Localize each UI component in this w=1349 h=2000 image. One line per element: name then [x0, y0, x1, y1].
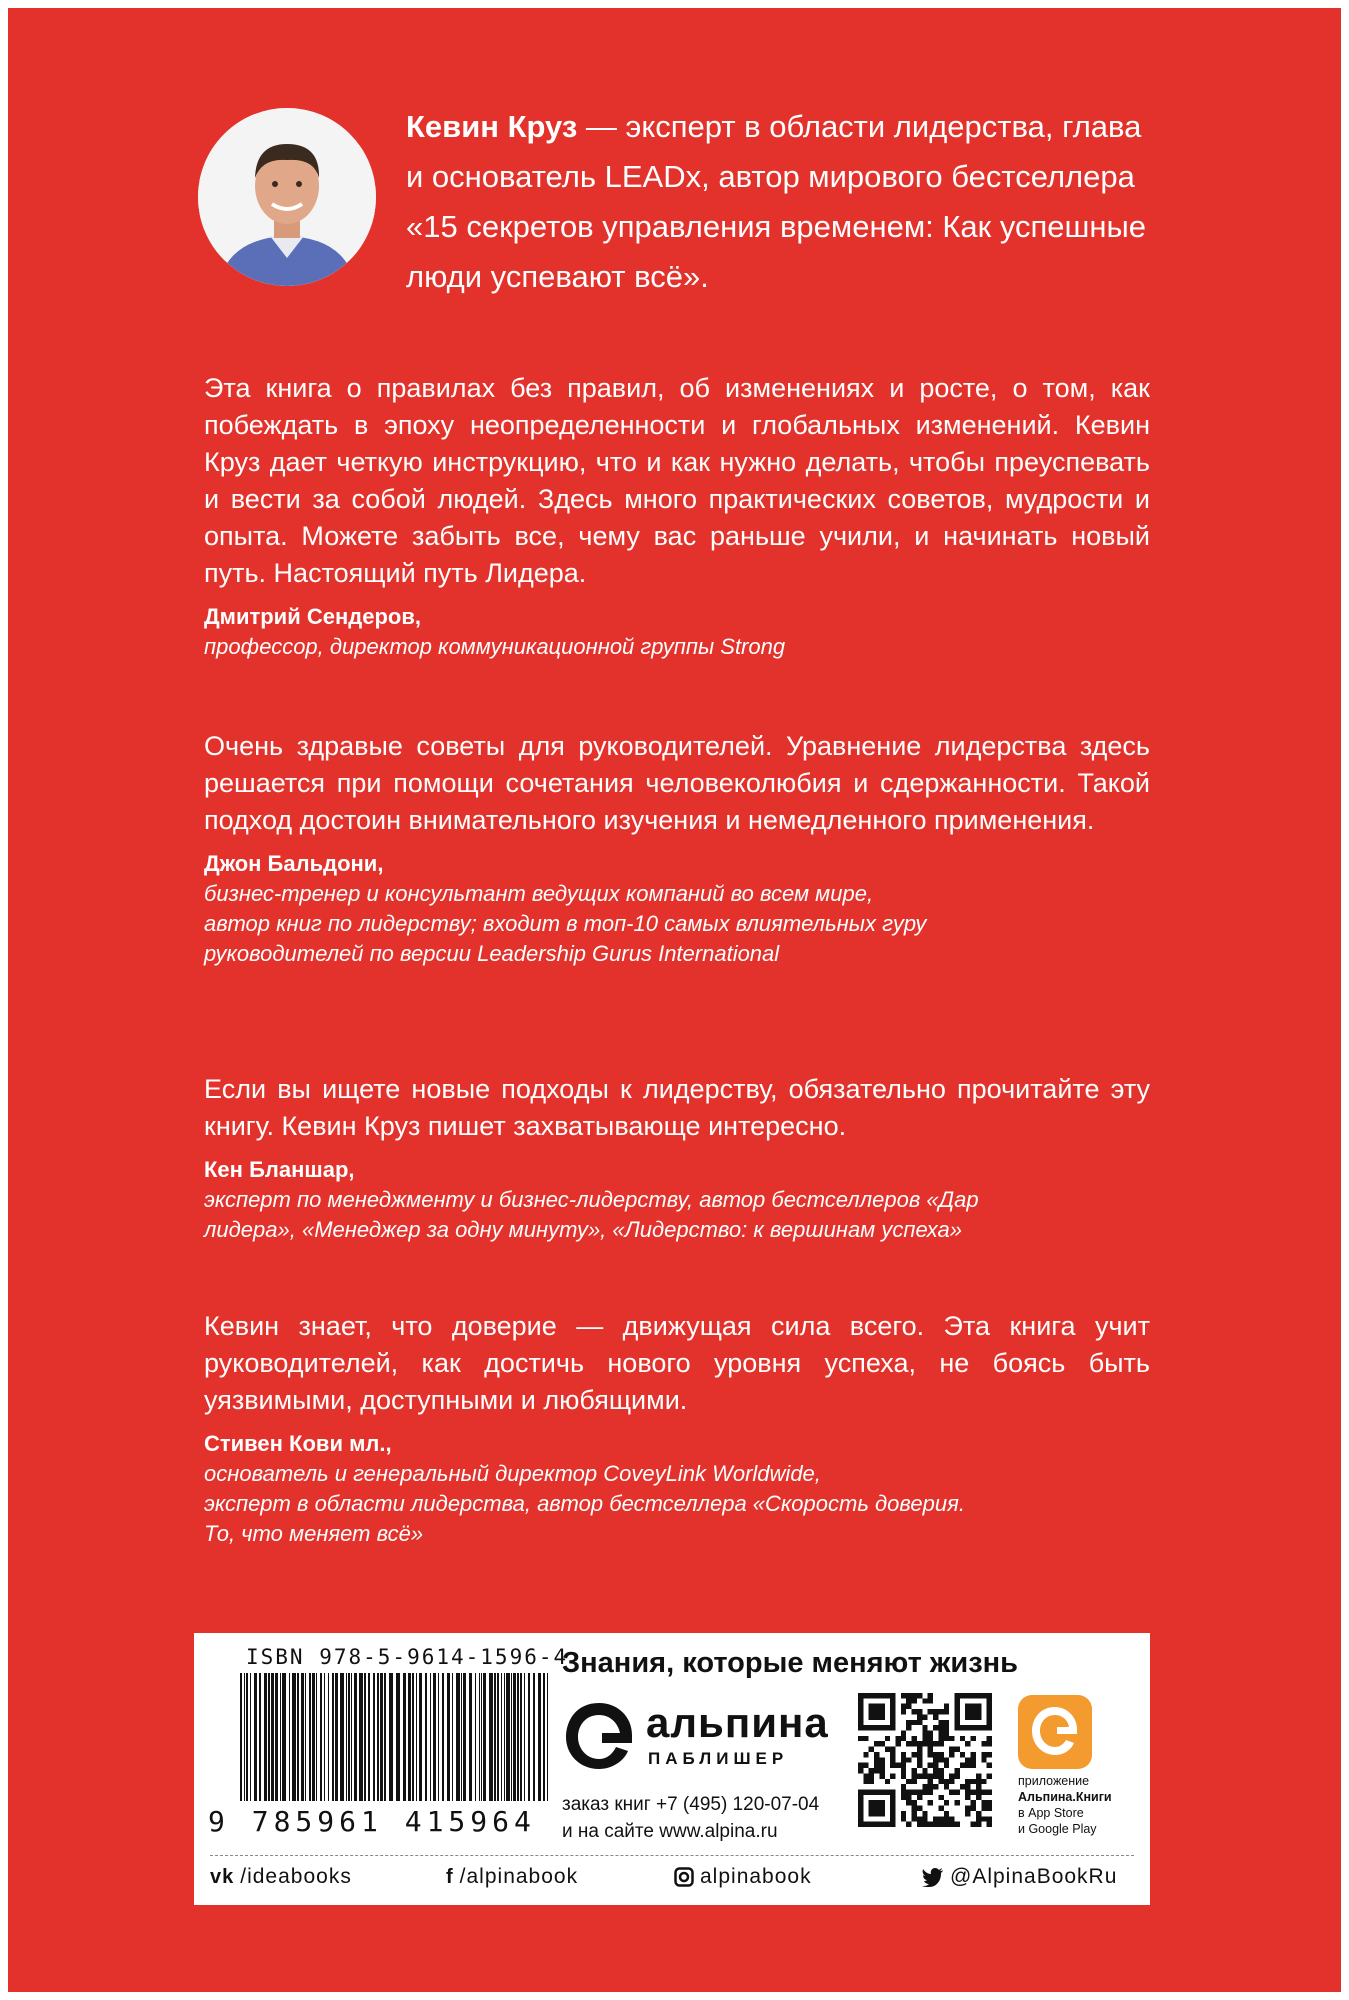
- back-cover: [8, 8, 1341, 1992]
- social-twitter-handle: @AlpinaBookRu: [950, 1865, 1118, 1888]
- author-bio: [406, 102, 1166, 302]
- quote-author-name: Стивен Кови мл.,: [204, 1431, 392, 1456]
- quote-author-name: Дмитрий Сендеров,: [204, 604, 421, 629]
- app-name: Альпина.Книги: [1018, 1790, 1112, 1804]
- instagram-icon: [674, 1867, 694, 1887]
- author-block: [198, 108, 1158, 298]
- app-line: приложение: [1018, 1774, 1090, 1788]
- publisher-slogan: Знания, которые меняют жизнь: [562, 1647, 1018, 1679]
- quote-text: Если вы ищете новые подходы к лидерству, обязательно прочитайте эту книгу. Кевин Круз пишет захватывающе интересно.: [204, 1074, 1150, 1141]
- quote-2: [204, 728, 1150, 969]
- quote-author-role: профессор, директор коммуникационной группы Strong: [204, 634, 786, 659]
- order-info: [562, 1791, 892, 1845]
- social-instagram-handle: alpinabook: [700, 1865, 812, 1888]
- barcode-number: 9 785961 415964: [208, 1805, 536, 1838]
- publisher-subtitle: ПАБЛИШЕР: [648, 1749, 789, 1768]
- author-name: Кевин Круз: [406, 109, 578, 144]
- author-bio-text: — эксперт в области лидерства, глава и основатель LEADx, автор мирового бестселлера «15 секретов управления временем: Как успешные люди успевают всё».: [406, 109, 1147, 294]
- qr-code-icon: [858, 1693, 992, 1827]
- social-facebook-handle: /alpinabook: [459, 1865, 579, 1888]
- quote-4: [204, 1308, 1150, 1549]
- app-info: [1018, 1773, 1146, 1837]
- app-line: и Google Play: [1018, 1822, 1097, 1836]
- social-vk-handle: /ideabooks: [240, 1865, 352, 1888]
- barcode-icon: [236, 1673, 556, 1801]
- quote-author-role: бизнес-тренер и консультант ведущих компаний во всем мире, автор книг по лидерству; входит в топ-10 самых влиятельных гуру руководителей по версии Leadership Gurus International: [204, 881, 927, 966]
- publisher-panel: [194, 1633, 1150, 1905]
- order-site: и на сайте www.alpina.ru: [562, 1821, 778, 1842]
- quote-author-name: Джон Бальдони,: [204, 851, 384, 876]
- facebook-icon: f: [446, 1865, 454, 1888]
- social-twitter: [922, 1865, 1117, 1889]
- author-photo: [198, 108, 376, 286]
- alpina-app-icon: [1018, 1695, 1092, 1769]
- social-vk: [210, 1865, 352, 1889]
- vk-icon: vk: [210, 1865, 235, 1888]
- quote-text: Кевин знает, что доверие — движущая сила всего. Эта книга учит руководителей, как достичь нового уровня успеха, не боясь быть уязвимыми, доступными и любящими.: [204, 1311, 1150, 1415]
- quote-text: Очень здравые советы для руководителей. Уравнение лидерства здесь решается при помощи сочетания человеколюбия и сдержанности. Такой подход достоин внимательного изучения и немедленного применения.: [204, 731, 1150, 835]
- divider: [210, 1855, 1134, 1856]
- social-facebook: [446, 1865, 578, 1889]
- author-portrait-icon: [198, 108, 376, 286]
- quote-author-role: основатель и генеральный директор CoveyLink Worldwide, эксперт в области лидерства, автор бестселлера «Скорость доверия. То, что меняет всё»: [204, 1461, 965, 1546]
- quote-3: [204, 1071, 1150, 1245]
- app-line: в App Store: [1018, 1806, 1084, 1820]
- order-phone: заказ книг +7 (495) 120-07-04: [562, 1794, 820, 1815]
- isbn-label: ISBN 978-5-9614-1596-4: [246, 1645, 569, 1669]
- quote-author-role: эксперт по менеджменту и бизнес-лидерству, автор бестселлеров «Дар лидера», «Менеджер за одну минуту», «Лидерство: к вершинам успеха»: [204, 1187, 979, 1242]
- social-instagram: [674, 1865, 812, 1889]
- quote-text: Эта книга о правилах без правил, об изменениях и росте, о том, как побеждать в эпоху неопределенности и глобальных изменений. Кевин Круз дает четкую инструкцию, что и как нужно делать, чтобы преуспевать и вести за собой людей. Здесь много практических советов, мудрости и опыта. Можете забыть все, чему вас раньше учили, и начинать новый путь. Настоящий путь Лидера.: [204, 373, 1150, 588]
- alpina-logo-icon: [562, 1699, 636, 1773]
- publisher-name: альпина: [646, 1699, 829, 1746]
- quote-author-name: Кен Бланшар,: [204, 1157, 355, 1182]
- twitter-icon: [922, 1867, 944, 1887]
- quote-1: [204, 370, 1150, 662]
